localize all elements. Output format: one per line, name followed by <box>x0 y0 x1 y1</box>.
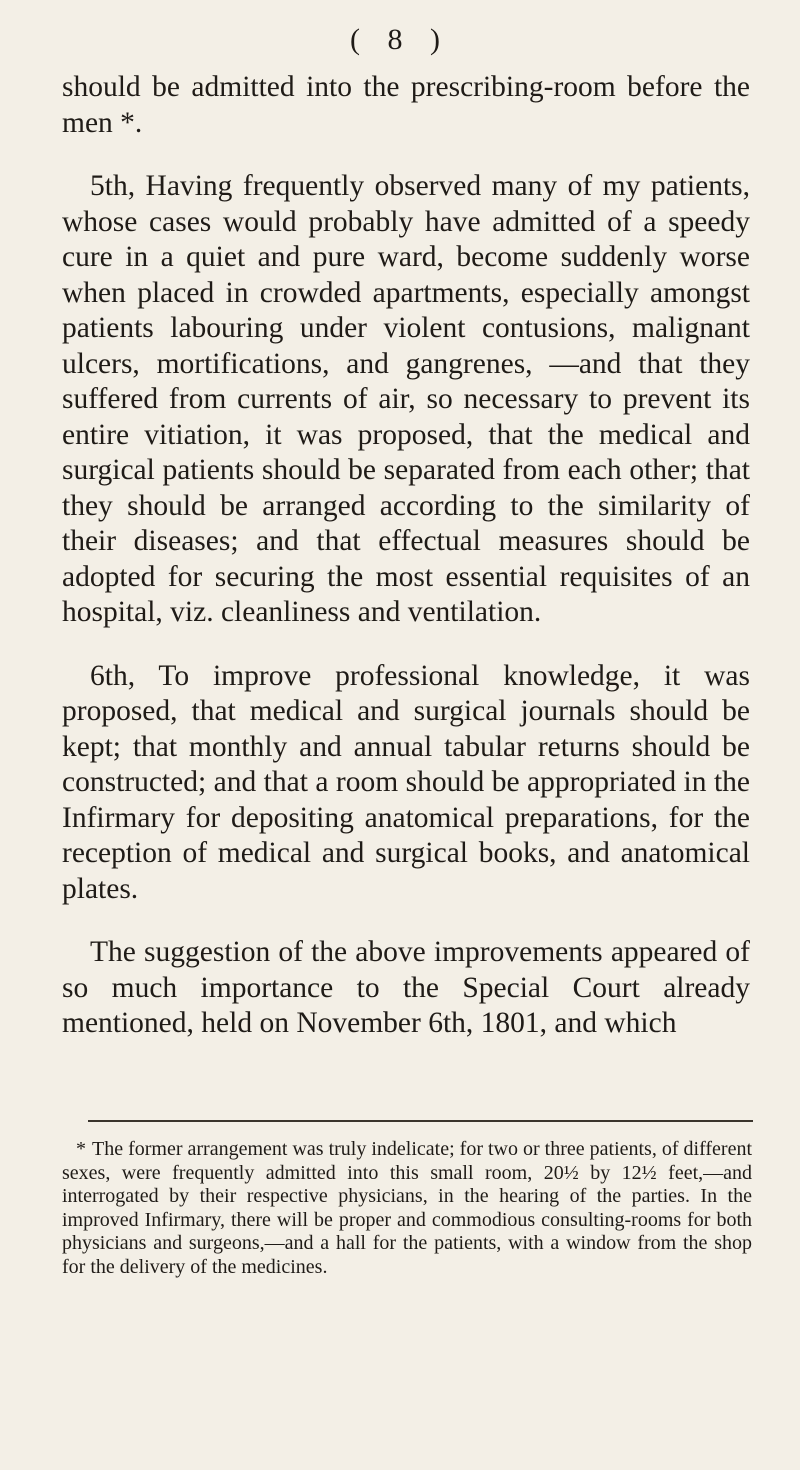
footnote-marker: * <box>76 1138 86 1160</box>
paragraph-fifth: 5th, Having frequently observed many of my patients, whose cases would probably have admitted of a speedy cure in a quiet and pure ward, become suddenly worse when placed in crowded apartments, especially amongst patients labouring under violent contusions, malignant ulcers, mortifications, and gangrenes, —and that they suffered from currents of air, so necessary to prevent its entire vitiation, it was proposed, that the medical and surgical patients should be separated from each other; that they should be arranged according to the similarity of their diseases; and that effectual measures should be adopted for securing the most essential requisites of an hospital, viz. cleanliness and ventilation. <box>62 170 750 628</box>
footnote-divider <box>88 1120 753 1122</box>
main-text <box>62 70 750 1042</box>
paragraph-opening: should be admitted into the prescribing-room before the men *. <box>62 71 750 139</box>
footnote <box>62 1138 752 1279</box>
paragraph-sixth: 6th, To improve professional knowledge, it was proposed, that medical and surgical journals should be kept; that monthly and annual tabular returns should be constructed; and that a room should be appropriated in the Infirmary for depositing anatomical preparations, for the reception of medical and surgical books, and anatomical plates. <box>62 659 750 905</box>
page-number: ( 8 ) <box>350 23 450 56</box>
footnote-text: The former arrangement was truly indelicate; for two or three patients, of different sexes, were frequently admitted into this small room, 20½ by 12½ feet,—and interrogated by their respective physicians, in the hearing of the parties. In the improved Infirmary, there will be proper and commodious consulting-rooms for both physicians and surgeons,—and a hall for the patients, with a window from the shop for the delivery of the medicines. <box>62 1138 752 1278</box>
paragraph-suggestion: The suggestion of the above improvements appeared of so much importance to the Special Court already mentioned, held on November 6th, 1801, and which <box>62 936 750 1039</box>
